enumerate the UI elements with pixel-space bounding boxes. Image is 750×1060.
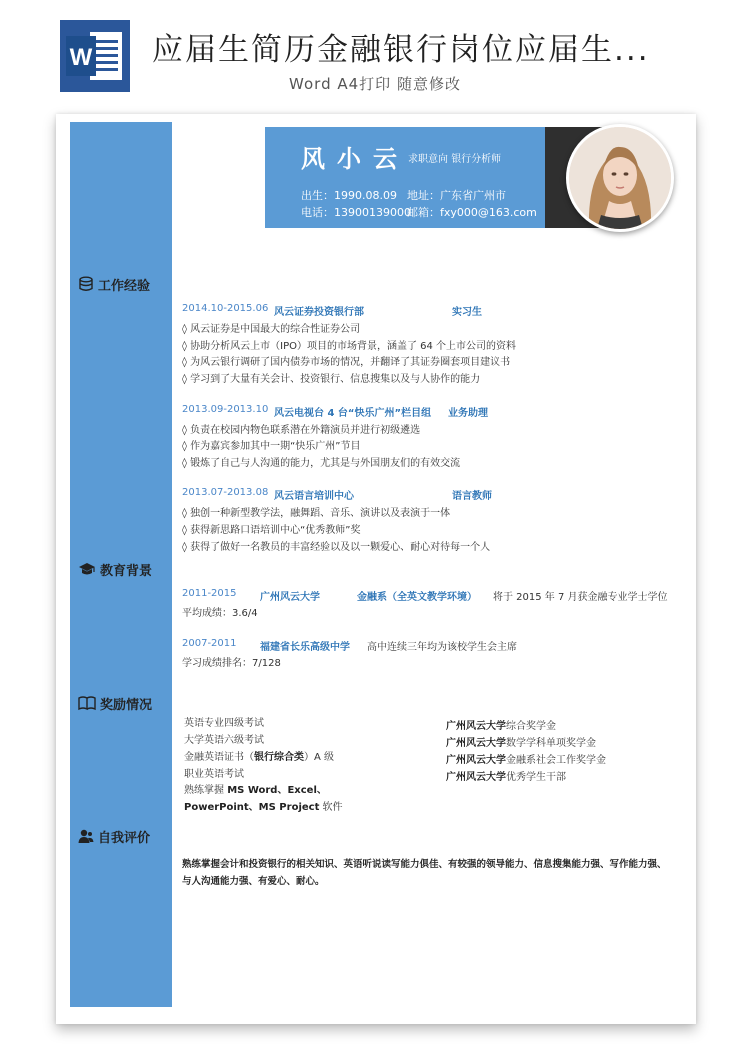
database-icon <box>78 276 94 292</box>
section-education-label: 教育背景 <box>78 558 170 580</box>
work-entry-3: 2013.07-2013.08 风云语言培训中心 语言教师 <box>182 487 492 502</box>
work-entry-1: 2014.10-2015.06 风云证券投资银行部 实习生 <box>182 303 482 318</box>
section-work-label: 工作经验 <box>78 273 170 295</box>
portrait-image <box>569 127 671 229</box>
list-item: ◊ 作为嘉宾参加其中一期“快乐广州”节目 <box>182 441 361 452</box>
list-item: ◊ 独创一种新型教学法，融舞蹈、音乐、演讲以及表演于一体 <box>182 508 451 519</box>
document-title: 应届生简历金融银行岗位应届生... <box>152 32 650 68</box>
list-item: ◊ 学习到了大量有关会计、投资银行、信息搜集以及与人协作的能力 <box>182 374 481 385</box>
award-right-item: 广州风云大学金融系社会工作奖学金 <box>446 755 606 766</box>
section-awards-label: 奖励情况 <box>78 692 170 714</box>
document-header <box>0 0 750 108</box>
award-left-item: 大学英语六级考试 <box>184 735 264 746</box>
award-right-item: 广州风云大学综合奖学金 <box>446 721 556 732</box>
award-left-item: PowerPoint、MS Project 软件 <box>184 802 343 813</box>
list-item: ◊ 负责在校园内物色联系潜在外籍演员并进行初级遴选 <box>182 425 421 436</box>
svg-text:W: W <box>69 44 93 71</box>
birth-info: 出生：1990.08.09 <box>301 189 397 202</box>
address-info: 地址：广东省广州市 <box>407 189 506 202</box>
book-icon <box>78 695 96 711</box>
name-card <box>265 127 547 228</box>
resume-page <box>56 114 696 1024</box>
work-entry-2: 2013.09-2013.10 风云电视台 4 台“快乐广州”栏目组 业务助理 <box>182 404 488 419</box>
list-item: ◊ 获得新思路口语培训中心“优秀教师”奖 <box>182 525 361 536</box>
candidate-name: 风小云 <box>301 145 409 173</box>
document-subtitle: Word A4打印 随意修改 <box>289 75 461 93</box>
education-entry-2: 2007-2011 福建省长乐高级中学 高中连续三年均为该校学生会主席 <box>182 638 517 653</box>
self-eval-line-1: 熟练掌握会计和投资银行的相关知识、英语听说读写能力俱佳、有较强的领导能力、信息搜集能力强、写作能力强、 <box>182 859 667 870</box>
email-info: 邮箱：fxy000@163.com <box>407 206 537 219</box>
job-intent: 求职意向 银行分析师 <box>408 154 502 165</box>
award-right-item: 广州风云大学优秀学生干部 <box>446 772 566 783</box>
self-eval-line-2: 与人沟通能力强、有爱心、耐心。 <box>182 876 325 887</box>
phone-info: 电话：13900139000 <box>301 206 411 219</box>
list-item: ◊ 锻炼了自己与人沟通的能力，尤其是与外国朋友们的有效交流 <box>182 458 461 469</box>
award-right-item: 广州风云大学数学学科单项奖学金 <box>446 738 596 749</box>
education-entry-1: 2011-2015 广州风云大学 金融系（全英文教学环境） 将于 2015 年 7 月获金融专业学士学位 <box>182 588 668 603</box>
list-item: ◊ 风云证券是中国最大的综合性证券公司 <box>182 324 361 335</box>
award-left-item: 熟练掌握 MS Word、Excel、 <box>184 785 327 796</box>
person-icon <box>78 828 94 844</box>
avatar <box>566 124 674 232</box>
award-left-item: 职业英语考试 <box>184 769 244 780</box>
award-left-item: 英语专业四级考试 <box>184 718 264 729</box>
list-item: ◊ 协助分析风云上市（IPO）项目的市场背景，涵盖了 64 个上市公司的资料 <box>182 341 517 352</box>
list-item: ◊ 获得了做好一名教员的丰富经验以及以一颗爱心、耐心对待每一个人 <box>182 542 491 553</box>
education-detail: 平均成绩：3.6/4 <box>182 608 258 619</box>
graduation-cap-icon <box>78 561 96 577</box>
education-detail: 学习成绩排名：7/128 <box>182 658 281 669</box>
list-item: ◊ 为风云银行调研了国内债券市场的情况，并翻译了其证券圈套项目建议书 <box>182 357 511 368</box>
award-left-item: 金融英语证书（银行综合类）A 级 <box>184 752 335 763</box>
section-self-label: 自我评价 <box>78 825 170 847</box>
